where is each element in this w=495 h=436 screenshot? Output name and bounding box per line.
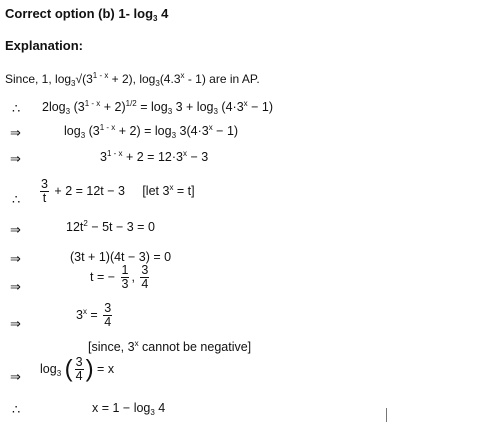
step-8: $3^x$ = $\frac{3}{4}$: [76, 301, 112, 329]
step-2: $\log_3 (3^{1 - x} + 2) = \log_3 3(4\cdot 3^x - 1)$: [64, 123, 239, 140]
therefore-symbol: ∴: [12, 101, 21, 116]
implies-symbol: ⇒: [10, 279, 21, 294]
explanation-heading: Explanation:: [5, 38, 84, 53]
implies-symbol: ⇒: [10, 316, 21, 331]
implies-symbol: ⇒: [10, 151, 21, 166]
step-6: (3t + 1)(4t − 3) = 0: [70, 250, 172, 264]
step-note: [since, 3$^x$ cannot be negative]: [88, 339, 252, 354]
step-4: $\frac{3}{t}$ + 2 = 12t − 3 [let $3^x = t$]: [41, 177, 195, 205]
step-10: $x = 1 - \log_3 4$: [92, 401, 166, 417]
step-1: $2\log_3$ $(3^{1 - x} + 2)^{1/2} = \log_3 3 + \log_3 (4\cdot 3^x - 1)$: [42, 99, 274, 116]
step-3: $3^{1 - x} + 2 = 12\cdot 3^x - 3$: [100, 149, 209, 164]
step-9: $\log_3$ ( $\frac{3}{4}$ ) = x: [40, 355, 115, 383]
intro-statement: Since, 1, $\log_3√(3^{1 - x} + 2)$, $\log_3(4.3^x - 1)$ are in AP.: [5, 71, 260, 88]
step-7: t = − $\frac{1}{3}$ , $\frac{3}{4}$: [90, 263, 149, 291]
therefore-symbol: ∴: [12, 402, 21, 417]
text-cursor: [386, 408, 387, 422]
therefore-symbol: ∴: [12, 192, 21, 207]
implies-symbol: ⇒: [10, 125, 21, 140]
implies-symbol: ⇒: [10, 369, 21, 384]
implies-symbol: ⇒: [10, 222, 21, 237]
implies-symbol: ⇒: [10, 251, 21, 266]
step-5: $12t^2 - 5t - 3 = 0$: [66, 219, 155, 234]
answer-title: Correct option (b) 1- $\log_3 4$: [5, 6, 169, 23]
